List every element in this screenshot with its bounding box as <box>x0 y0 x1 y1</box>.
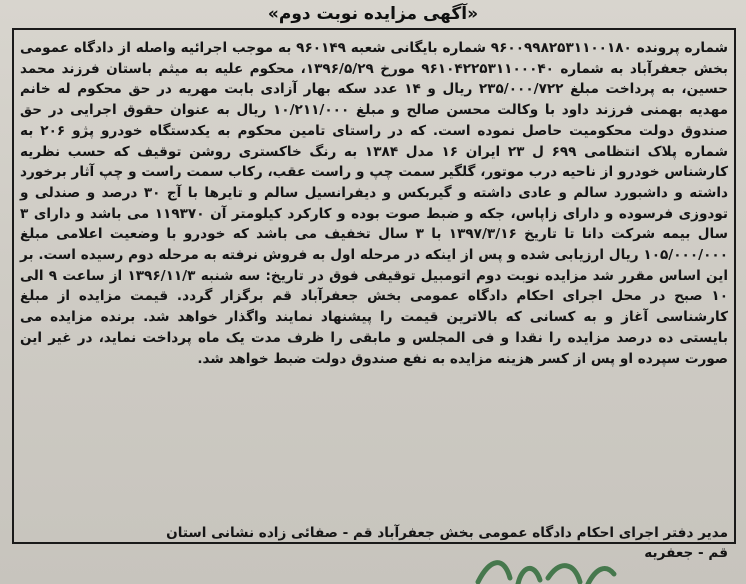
notice-body-paragraph: شماره پرونده ۹۶۰۰۹۹۸۲۵۳۱۱۰۰۱۸۰ شماره بایگانی شعبه ۹۶۰۱۴۹ به موجب اجرائیه واصله از دادگاه عمومی بخش جعفرآباد به شماره ۹۶۱۰۴۲۲۵۳۱۱۰۰۰۴۰ مورخ ۱۳۹۶/۵/۲۹، محکوم علیه به میثم باستان فرزند محمد حسین، به پرداخت مبلغ ۲۳۵/۰۰۰/۷۲۲ ریال و ۱۴ عدد سکه بهار آزادی بابت مهریه در حق محکوم له خانم مهدیه بهمنی فرزند داود با وکالت محسن صالح و مبلغ ۱۰/۲۱۱/۰۰۰ ریال به عنوان حقوق اجرایی در حق صندوق دولت محکومیت حاصل نموده است. که در راستای تامین محکوم به یکدستگاه خودرو پژو ۲۰۶ به شماره پلاک انتظامی ۶۹۹ ل ۲۳ ایران ۱۶ مدل ۱۳۸۴ به رنگ خاکستری روشن توقیف که حسب نظریه کارشناس خودرو از ناحیه درب موتور، گلگیر سمت چپ و راست عقب، رکاب سمت راست و چپ آثار برخورد داشته و داشبورد سالم و عادی داشته و گیربکس و دیفرانسیل سالم و تایرها با آج ۳۰ درصد و صندلی و تودوزی فرسوده و دارای زاپاس، جکه و ضبط صوت بوده و کارکرد کیلومتر آن ۱۱۹۳۷۰ می باشد و دارای ۳ سال بیمه شرکت دانا تا تاریخ ۱۳۹۷/۳/۱۶ با ۳ سال تخفیف می باشد که خودرو با وضعیت اعلامی مبلغ ۱۰۵/۰۰۰/۰۰۰ ریال ارزیابی شده و پس از اینکه در مرحله اول به فروش نرفته به مرحله دوم رسیده است. بر این اساس مقرر شد مزایده نوبت دوم اتومبیل توقیفی فوق در تاریخ: سه شنبه ۱۳۹۶/۱۱/۳ از ساعت ۹ الی ۱۰ صبح در محل اجرای احکام دادگاه عمومی بخش جعفرآباد قم برگزار گردد. قیمت مزایده از مبلغ کارشناسی آغاز و به کسانی که بالاترین قیمت را پیشنهاد نمایند واگذار خواهد شد. برنده مزایده می بایستی ده درصد مزایده را نقدا و فی المجلس و مابقی را ظرف مدت یک ماه پرداخت نماید، در غیر این صورت سپرده او پس از کسر هزینه مزایده به نفع صندوق دولت ضبط خواهد شد. <box>20 40 729 367</box>
signature-line-2: قم - جعفریه <box>644 545 728 561</box>
notice-body <box>20 38 728 369</box>
signature-line-1: مدیر دفتر اجرای احکام دادگاه عمومی بخش جعفرآباد قم - صفائی زاده نشانی استان <box>166 525 728 541</box>
notice-signature <box>20 523 728 563</box>
green-ink-mark <box>470 548 620 584</box>
notice-title: «آگهی مزایده نوبت دوم» <box>267 4 479 24</box>
